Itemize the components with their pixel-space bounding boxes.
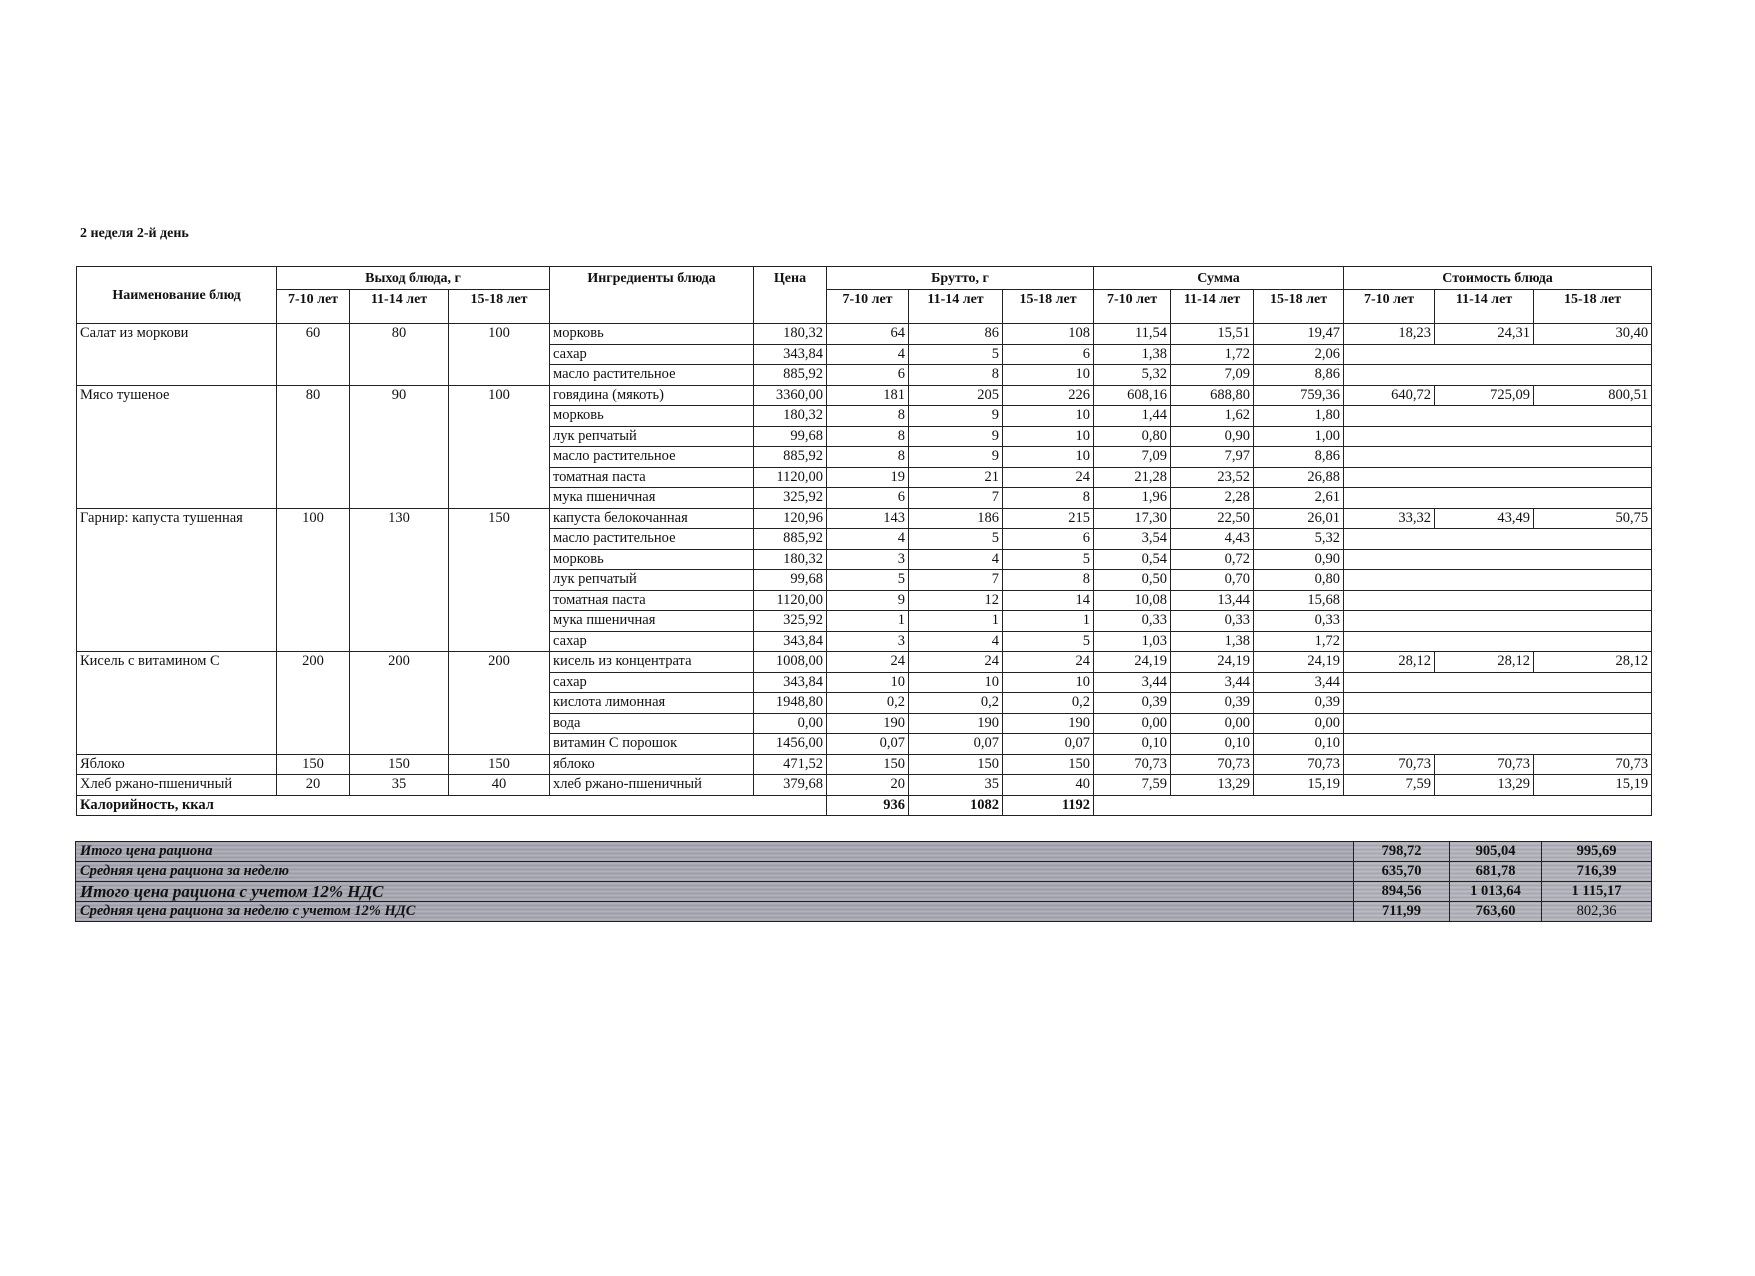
calories-label: Калорийность, ккал — [77, 795, 827, 816]
gross-weight: 10 — [1003, 447, 1094, 468]
dish-name: Яблоко — [77, 754, 277, 775]
gross-weight: 10 — [909, 672, 1003, 693]
ingredient-sum: 1,62 — [1171, 406, 1254, 427]
gross-weight: 8 — [827, 426, 909, 447]
age-header: 11-14 лет — [1171, 290, 1254, 324]
gross-weight: 150 — [827, 754, 909, 775]
table-row — [77, 508, 1652, 529]
ingredient-name: вода — [550, 713, 754, 734]
dish-name: Салат из моркови — [77, 324, 277, 386]
ingredient-name: томатная паста — [550, 467, 754, 488]
age-header: 15-18 лет — [1003, 290, 1094, 324]
dish-yield: 20 — [277, 775, 350, 796]
dish-cost-empty — [1344, 488, 1652, 509]
ingredient-sum: 0,72 — [1171, 549, 1254, 570]
ingredient-sum: 0,80 — [1094, 426, 1171, 447]
gross-weight: 9 — [909, 406, 1003, 427]
ingredient-sum: 1,96 — [1094, 488, 1171, 509]
gross-weight: 205 — [909, 385, 1003, 406]
ingredient-sum: 5,32 — [1254, 529, 1344, 550]
gross-weight: 19 — [827, 467, 909, 488]
ingredient-sum: 0,90 — [1254, 549, 1344, 570]
ingredient-name: морковь — [550, 324, 754, 345]
menu-table — [76, 266, 1652, 816]
gross-weight: 6 — [827, 365, 909, 386]
ingredient-name: масло растительное — [550, 365, 754, 386]
dish-yield: 100 — [449, 324, 550, 386]
gross-weight: 8 — [909, 365, 1003, 386]
dish-cost-empty — [1344, 549, 1652, 570]
ingredient-name: лук репчатый — [550, 570, 754, 591]
gross-weight: 1 — [1003, 611, 1094, 632]
ingredient-name: хлеб ржано-пшеничный — [550, 775, 754, 796]
ingredient-price: 1120,00 — [754, 590, 827, 611]
dish-yield: 200 — [277, 652, 350, 755]
dish-cost-empty — [1344, 631, 1652, 652]
header-gross: Брутто, г — [827, 267, 1094, 290]
header-sum: Сумма — [1094, 267, 1344, 290]
ingredient-price: 99,68 — [754, 570, 827, 591]
ingredient-sum: 1,38 — [1094, 344, 1171, 365]
gross-weight: 3 — [827, 549, 909, 570]
ingredient-sum: 1,80 — [1254, 406, 1344, 427]
ingredient-name: сахар — [550, 631, 754, 652]
gross-weight: 1 — [827, 611, 909, 632]
ingredient-sum: 7,09 — [1094, 447, 1171, 468]
totals-label: Средняя цена рациона за неделю с учетом 12% НДС — [76, 902, 1354, 922]
totals-row — [76, 842, 1652, 862]
dish-cost: 28,12 — [1534, 652, 1652, 673]
dish-cost-empty — [1344, 406, 1652, 427]
ingredient-sum: 24,19 — [1094, 652, 1171, 673]
ingredient-name: мука пшеничная — [550, 611, 754, 632]
ingredient-sum: 13,44 — [1171, 590, 1254, 611]
ingredient-name: морковь — [550, 406, 754, 427]
gross-weight: 6 — [1003, 529, 1094, 550]
gross-weight: 186 — [909, 508, 1003, 529]
gross-weight: 10 — [1003, 406, 1094, 427]
dish-cost: 70,73 — [1435, 754, 1534, 775]
dish-name: Мясо тушеное — [77, 385, 277, 508]
ingredient-sum: 0,39 — [1254, 693, 1344, 714]
ingredient-price: 1948,80 — [754, 693, 827, 714]
ingredient-sum: 8,86 — [1254, 447, 1344, 468]
dish-cost-empty — [1344, 611, 1652, 632]
gross-weight: 215 — [1003, 508, 1094, 529]
age-header-row — [77, 290, 1652, 324]
dish-name: Кисель с витамином С — [77, 652, 277, 755]
dish-cost-empty — [1344, 672, 1652, 693]
ingredient-sum: 0,10 — [1254, 734, 1344, 755]
gross-weight: 24 — [909, 652, 1003, 673]
gross-weight: 40 — [1003, 775, 1094, 796]
age-header: 11-14 лет — [1435, 290, 1534, 324]
calories-value: 1082 — [909, 795, 1003, 816]
ingredient-name: морковь — [550, 549, 754, 570]
ingredient-sum: 0,54 — [1094, 549, 1171, 570]
ingredient-sum: 70,73 — [1254, 754, 1344, 775]
age-header: 15-18 лет — [449, 290, 550, 324]
age-header: 7-10 лет — [277, 290, 350, 324]
gross-weight: 0,2 — [827, 693, 909, 714]
table-row — [77, 324, 1652, 345]
gross-weight: 5 — [909, 344, 1003, 365]
ingredient-sum: 0,10 — [1171, 734, 1254, 755]
ingredient-sum: 70,73 — [1094, 754, 1171, 775]
gross-weight: 0,07 — [827, 734, 909, 755]
ingredient-sum: 4,43 — [1171, 529, 1254, 550]
dish-cost-empty — [1344, 734, 1652, 755]
ingredient-price: 180,32 — [754, 406, 827, 427]
ingredient-price: 3360,00 — [754, 385, 827, 406]
gross-weight: 190 — [827, 713, 909, 734]
age-header: 15-18 лет — [1534, 290, 1652, 324]
ingredient-sum: 0,80 — [1254, 570, 1344, 591]
ingredient-sum: 7,97 — [1171, 447, 1254, 468]
ingredient-sum: 0,00 — [1094, 713, 1171, 734]
ingredient-price: 379,68 — [754, 775, 827, 796]
gross-weight: 4 — [827, 529, 909, 550]
dish-name: Хлеб ржано-пшеничный — [77, 775, 277, 796]
gross-weight: 190 — [909, 713, 1003, 734]
ingredient-name: мука пшеничная — [550, 488, 754, 509]
ingredient-sum: 1,03 — [1094, 631, 1171, 652]
dish-cost: 33,32 — [1344, 508, 1435, 529]
age-header: 7-10 лет — [1344, 290, 1435, 324]
gross-weight: 7 — [909, 570, 1003, 591]
header-ingredients: Ингредиенты блюда — [550, 267, 754, 324]
gross-weight: 9 — [827, 590, 909, 611]
gross-weight: 20 — [827, 775, 909, 796]
table-row — [77, 754, 1652, 775]
gross-weight: 21 — [909, 467, 1003, 488]
ingredient-sum: 24,19 — [1254, 652, 1344, 673]
ingredient-sum: 0,39 — [1171, 693, 1254, 714]
totals-row — [76, 902, 1652, 922]
ingredient-name: лук репчатый — [550, 426, 754, 447]
ingredient-sum: 7,59 — [1094, 775, 1171, 796]
dish-name: Гарнир: капуста тушенная — [77, 508, 277, 652]
ingredient-price: 325,92 — [754, 488, 827, 509]
dish-cost-empty — [1344, 590, 1652, 611]
dish-cost: 15,19 — [1534, 775, 1652, 796]
ingredient-name: кисель из концентрата — [550, 652, 754, 673]
dish-cost: 70,73 — [1534, 754, 1652, 775]
gross-weight: 14 — [1003, 590, 1094, 611]
age-header: 15-18 лет — [1254, 290, 1344, 324]
totals-value: 711,99 — [1354, 902, 1450, 922]
ingredient-sum: 21,28 — [1094, 467, 1171, 488]
ingredient-sum: 10,08 — [1094, 590, 1171, 611]
ingredient-sum: 0,33 — [1254, 611, 1344, 632]
gross-weight: 5 — [1003, 631, 1094, 652]
ingredient-sum: 1,72 — [1254, 631, 1344, 652]
gross-weight: 9 — [909, 426, 1003, 447]
dish-cost: 50,75 — [1534, 508, 1652, 529]
table-row — [77, 652, 1652, 673]
ingredient-sum: 2,61 — [1254, 488, 1344, 509]
ingredient-name: масло растительное — [550, 447, 754, 468]
ingredient-price: 1120,00 — [754, 467, 827, 488]
dish-yield: 200 — [449, 652, 550, 755]
ingredient-sum: 11,54 — [1094, 324, 1171, 345]
gross-weight: 4 — [909, 549, 1003, 570]
dish-cost-empty — [1344, 426, 1652, 447]
ingredient-sum: 5,32 — [1094, 365, 1171, 386]
table-row — [77, 775, 1652, 796]
dish-cost: 725,09 — [1435, 385, 1534, 406]
ingredient-name: сахар — [550, 344, 754, 365]
gross-weight: 5 — [1003, 549, 1094, 570]
gross-weight: 5 — [827, 570, 909, 591]
dish-yield: 35 — [350, 775, 449, 796]
gross-weight: 1 — [909, 611, 1003, 632]
totals-value: 681,78 — [1450, 862, 1542, 882]
ingredient-sum: 3,54 — [1094, 529, 1171, 550]
dish-yield: 100 — [277, 508, 350, 652]
dish-cost-empty — [1344, 365, 1652, 386]
gross-weight: 8 — [1003, 488, 1094, 509]
dish-yield: 150 — [449, 508, 550, 652]
dish-cost-empty — [1344, 529, 1652, 550]
ingredient-sum: 2,06 — [1254, 344, 1344, 365]
ingredient-sum: 15,51 — [1171, 324, 1254, 345]
ingredient-sum: 2,28 — [1171, 488, 1254, 509]
age-header: 11-14 лет — [909, 290, 1003, 324]
ingredient-price: 0,00 — [754, 713, 827, 734]
gross-weight: 8 — [827, 447, 909, 468]
gross-weight: 10 — [827, 672, 909, 693]
gross-weight: 10 — [1003, 426, 1094, 447]
ingredient-price: 120,96 — [754, 508, 827, 529]
age-header: 7-10 лет — [827, 290, 909, 324]
ingredient-sum: 1,00 — [1254, 426, 1344, 447]
ingredient-sum: 26,01 — [1254, 508, 1344, 529]
ingredient-sum: 8,86 — [1254, 365, 1344, 386]
dish-cost: 13,29 — [1435, 775, 1534, 796]
ingredient-sum: 26,88 — [1254, 467, 1344, 488]
ingredient-name: капуста белокочанная — [550, 508, 754, 529]
calories-row — [77, 795, 1652, 816]
dish-yield: 200 — [350, 652, 449, 755]
totals-value: 802,36 — [1542, 902, 1652, 922]
ingredient-price: 1456,00 — [754, 734, 827, 755]
ingredient-price: 885,92 — [754, 365, 827, 386]
totals-table — [75, 841, 1652, 922]
ingredient-sum: 0,90 — [1171, 426, 1254, 447]
totals-row — [76, 882, 1652, 902]
totals-value: 894,56 — [1354, 882, 1450, 902]
totals-value: 798,72 — [1354, 842, 1450, 862]
dish-cost-empty — [1344, 344, 1652, 365]
gross-weight: 4 — [827, 344, 909, 365]
ingredient-sum: 7,09 — [1171, 365, 1254, 386]
dish-yield: 90 — [350, 385, 449, 508]
ingredient-name: витамин С порошок — [550, 734, 754, 755]
totals-row — [76, 862, 1652, 882]
ingredient-sum: 0,70 — [1171, 570, 1254, 591]
gross-weight: 86 — [909, 324, 1003, 345]
gross-weight: 6 — [827, 488, 909, 509]
ingredient-sum: 608,16 — [1094, 385, 1171, 406]
gross-weight: 150 — [1003, 754, 1094, 775]
totals-label: Итого цена рациона — [76, 842, 1354, 862]
ingredient-sum: 0,00 — [1254, 713, 1344, 734]
gross-weight: 4 — [909, 631, 1003, 652]
page-title: 2 неделя 2-й день — [80, 226, 189, 241]
age-header: 7-10 лет — [1094, 290, 1171, 324]
totals-value: 905,04 — [1450, 842, 1542, 862]
gross-weight: 0,2 — [1003, 693, 1094, 714]
calories-value: 1192 — [1003, 795, 1094, 816]
ingredient-price: 180,32 — [754, 324, 827, 345]
dish-cost-empty — [1344, 467, 1652, 488]
totals-value: 716,39 — [1542, 862, 1652, 882]
gross-weight: 12 — [909, 590, 1003, 611]
ingredient-sum: 688,80 — [1171, 385, 1254, 406]
ingredient-sum: 0,10 — [1094, 734, 1171, 755]
ingredient-price: 99,68 — [754, 426, 827, 447]
dish-yield: 130 — [350, 508, 449, 652]
ingredient-name: яблоко — [550, 754, 754, 775]
totals-value: 1 013,64 — [1450, 882, 1542, 902]
dish-yield: 60 — [277, 324, 350, 386]
menu-table-body — [77, 324, 1652, 796]
gross-weight: 24 — [827, 652, 909, 673]
ingredient-price: 180,32 — [754, 549, 827, 570]
ingredient-sum: 1,44 — [1094, 406, 1171, 427]
ingredient-sum: 0,00 — [1171, 713, 1254, 734]
dish-yield: 80 — [350, 324, 449, 386]
ingredient-sum: 15,19 — [1254, 775, 1344, 796]
header-yield: Выход блюда, г — [277, 267, 550, 290]
header-price: Цена — [754, 267, 827, 324]
gross-weight: 0,2 — [909, 693, 1003, 714]
gross-weight: 24 — [1003, 467, 1094, 488]
dish-cost: 43,49 — [1435, 508, 1534, 529]
gross-weight: 0,07 — [909, 734, 1003, 755]
gross-weight: 150 — [909, 754, 1003, 775]
totals-value: 1 115,17 — [1542, 882, 1652, 902]
table-row — [77, 385, 1652, 406]
gross-weight: 3 — [827, 631, 909, 652]
ingredient-sum: 1,38 — [1171, 631, 1254, 652]
ingredient-sum: 19,47 — [1254, 324, 1344, 345]
gross-weight: 9 — [909, 447, 1003, 468]
gross-weight: 10 — [1003, 365, 1094, 386]
gross-weight: 7 — [909, 488, 1003, 509]
dish-yield: 150 — [277, 754, 350, 775]
dish-cost: 7,59 — [1344, 775, 1435, 796]
gross-weight: 64 — [827, 324, 909, 345]
gross-weight: 5 — [909, 529, 1003, 550]
header-dish-name: Наименование блюд — [77, 267, 277, 324]
dish-yield: 150 — [449, 754, 550, 775]
ingredient-sum: 15,68 — [1254, 590, 1344, 611]
dish-cost: 28,12 — [1344, 652, 1435, 673]
ingredient-sum: 3,44 — [1254, 672, 1344, 693]
age-header: 11-14 лет — [350, 290, 449, 324]
ingredient-price: 885,92 — [754, 447, 827, 468]
ingredient-sum: 3,44 — [1171, 672, 1254, 693]
gross-weight: 8 — [827, 406, 909, 427]
ingredient-sum: 0,33 — [1094, 611, 1171, 632]
gross-weight: 108 — [1003, 324, 1094, 345]
ingredient-sum: 3,44 — [1094, 672, 1171, 693]
ingredient-sum: 24,19 — [1171, 652, 1254, 673]
gross-weight: 0,07 — [1003, 734, 1094, 755]
totals-label: Средняя цена рациона за неделю — [76, 862, 1354, 882]
dish-yield: 40 — [449, 775, 550, 796]
gross-weight: 8 — [1003, 570, 1094, 591]
totals-value: 635,70 — [1354, 862, 1450, 882]
calories-empty-cell — [1094, 795, 1652, 816]
dish-cost: 28,12 — [1435, 652, 1534, 673]
dish-yield: 80 — [277, 385, 350, 508]
dish-cost-empty — [1344, 693, 1652, 714]
ingredient-sum: 22,50 — [1171, 508, 1254, 529]
dish-cost-empty — [1344, 570, 1652, 591]
ingredient-sum: 0,50 — [1094, 570, 1171, 591]
calories-value: 936 — [827, 795, 909, 816]
ingredient-price: 1008,00 — [754, 652, 827, 673]
ingredient-sum: 13,29 — [1171, 775, 1254, 796]
ingredient-price: 343,84 — [754, 672, 827, 693]
ingredient-sum: 1,72 — [1171, 344, 1254, 365]
gross-weight: 226 — [1003, 385, 1094, 406]
ingredient-price: 471,52 — [754, 754, 827, 775]
ingredient-price: 343,84 — [754, 631, 827, 652]
ingredient-sum: 23,52 — [1171, 467, 1254, 488]
totals-value: 763,60 — [1450, 902, 1542, 922]
dish-cost: 18,23 — [1344, 324, 1435, 345]
gross-weight: 35 — [909, 775, 1003, 796]
ingredient-price: 343,84 — [754, 344, 827, 365]
ingredient-name: кислота лимонная — [550, 693, 754, 714]
dish-yield: 150 — [350, 754, 449, 775]
gross-weight: 181 — [827, 385, 909, 406]
gross-weight: 190 — [1003, 713, 1094, 734]
gross-weight: 143 — [827, 508, 909, 529]
totals-value: 995,69 — [1542, 842, 1652, 862]
ingredient-name: говядина (мякоть) — [550, 385, 754, 406]
ingredient-price: 325,92 — [754, 611, 827, 632]
gross-weight: 6 — [1003, 344, 1094, 365]
dish-cost-empty — [1344, 447, 1652, 468]
ingredient-price: 885,92 — [754, 529, 827, 550]
ingredient-sum: 0,39 — [1094, 693, 1171, 714]
ingredient-sum: 0,33 — [1171, 611, 1254, 632]
ingredient-name: томатная паста — [550, 590, 754, 611]
gross-weight: 24 — [1003, 652, 1094, 673]
dish-cost: 640,72 — [1344, 385, 1435, 406]
ingredient-sum: 70,73 — [1171, 754, 1254, 775]
dish-yield: 100 — [449, 385, 550, 508]
dish-cost: 24,31 — [1435, 324, 1534, 345]
ingredient-sum: 17,30 — [1094, 508, 1171, 529]
dish-cost: 70,73 — [1344, 754, 1435, 775]
header-cost: Стоимость блюда — [1344, 267, 1652, 290]
ingredient-name: масло растительное — [550, 529, 754, 550]
dish-cost: 30,40 — [1534, 324, 1652, 345]
ingredient-name: сахар — [550, 672, 754, 693]
dish-cost: 800,51 — [1534, 385, 1652, 406]
ingredient-sum: 759,36 — [1254, 385, 1344, 406]
dish-cost-empty — [1344, 713, 1652, 734]
gross-weight: 10 — [1003, 672, 1094, 693]
totals-label: Итого цена рациона с учетом 12% НДС — [76, 882, 1354, 902]
